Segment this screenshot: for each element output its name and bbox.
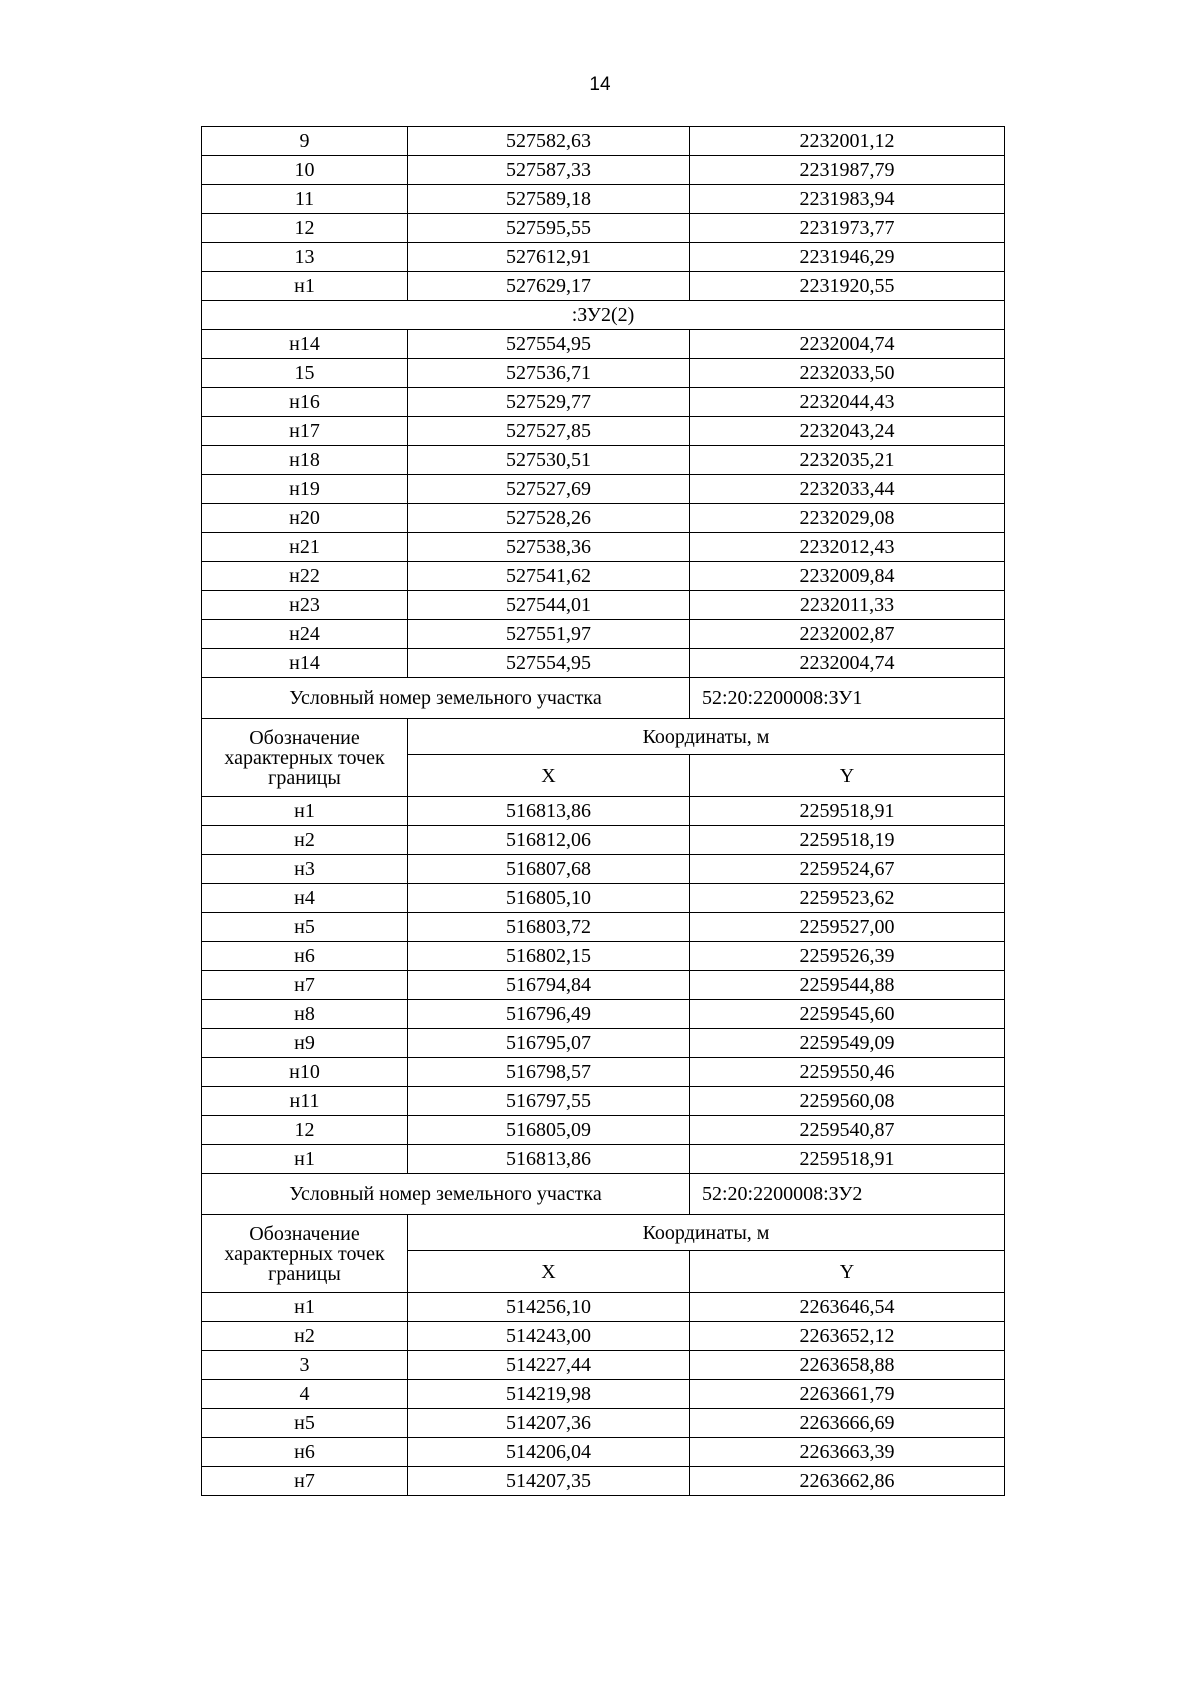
- x-coordinate-cell: 527527,85: [408, 417, 690, 446]
- point-cell: н11: [202, 1087, 408, 1116]
- point-cell: н8: [202, 1000, 408, 1029]
- page-number: 14: [589, 74, 611, 95]
- y-column-header: Y: [690, 1251, 1005, 1293]
- table-row: [202, 243, 1005, 272]
- point-cell: 12: [202, 214, 408, 243]
- y-coordinate-cell: 2232033,50: [690, 359, 1005, 388]
- point-cell: 10: [202, 156, 408, 185]
- x-coordinate-cell: 527541,62: [408, 562, 690, 591]
- point-cell: н14: [202, 649, 408, 678]
- x-coordinate-cell: 527529,77: [408, 388, 690, 417]
- table-row: [202, 1438, 1005, 1467]
- x-coordinate-cell: 527536,71: [408, 359, 690, 388]
- table-row: [202, 214, 1005, 243]
- x-coordinate-cell: 527554,95: [408, 330, 690, 359]
- x-coordinate-cell: 527551,97: [408, 620, 690, 649]
- table-row: [202, 1351, 1005, 1380]
- table-row: [202, 1380, 1005, 1409]
- table-row: [202, 1087, 1005, 1116]
- x-coordinate-cell: 516794,84: [408, 971, 690, 1000]
- table-row: [202, 475, 1005, 504]
- point-cell: н23: [202, 591, 408, 620]
- y-coordinate-cell: 2259524,67: [690, 855, 1005, 884]
- point-cell: н1: [202, 272, 408, 301]
- y-coordinate-cell: 2263652,12: [690, 1322, 1005, 1351]
- x-coordinate-cell: 527527,69: [408, 475, 690, 504]
- x-coordinate-cell: 527587,33: [408, 156, 690, 185]
- coordinates-header: Координаты, м: [408, 719, 1005, 755]
- point-cell: 13: [202, 243, 408, 272]
- y-coordinate-cell: 2259518,91: [690, 797, 1005, 826]
- y-coordinate-cell: 2231973,77: [690, 214, 1005, 243]
- table-row: [202, 359, 1005, 388]
- table-row: [202, 797, 1005, 826]
- table-row: [202, 1409, 1005, 1438]
- x-coordinate-cell: 527612,91: [408, 243, 690, 272]
- point-cell: 12: [202, 1116, 408, 1145]
- lot-number: 52:20:2200008:ЗУ2: [690, 1174, 1005, 1215]
- table-row: [202, 272, 1005, 301]
- y-coordinate-cell: 2232009,84: [690, 562, 1005, 591]
- y-coordinate-cell: 2232011,33: [690, 591, 1005, 620]
- point-cell: н7: [202, 1467, 408, 1496]
- table-row: [202, 591, 1005, 620]
- x-coordinate-cell: 527530,51: [408, 446, 690, 475]
- lot-number: 52:20:2200008:ЗУ1: [690, 678, 1005, 719]
- y-coordinate-cell: 2263661,79: [690, 1380, 1005, 1409]
- point-cell: н19: [202, 475, 408, 504]
- point-column-header: Обозначение характерных точек границы: [202, 719, 408, 797]
- point-cell: н1: [202, 1293, 408, 1322]
- table-row: [202, 1000, 1005, 1029]
- point-cell: н2: [202, 826, 408, 855]
- table-row: [202, 826, 1005, 855]
- x-coordinate-cell: 516797,55: [408, 1087, 690, 1116]
- y-coordinate-cell: 2259527,00: [690, 913, 1005, 942]
- table-row: [202, 649, 1005, 678]
- table-row: [202, 913, 1005, 942]
- y-coordinate-cell: 2232001,12: [690, 127, 1005, 156]
- x-coordinate-cell: 516812,06: [408, 826, 690, 855]
- table-row: [202, 620, 1005, 649]
- y-coordinate-cell: 2232033,44: [690, 475, 1005, 504]
- x-coordinate-cell: 514227,44: [408, 1351, 690, 1380]
- y-coordinate-cell: 2259560,08: [690, 1087, 1005, 1116]
- point-cell: н5: [202, 913, 408, 942]
- point-cell: 11: [202, 185, 408, 214]
- y-coordinate-cell: 2263646,54: [690, 1293, 1005, 1322]
- table-row: [202, 1058, 1005, 1087]
- point-cell: н1: [202, 1145, 408, 1174]
- point-cell: н10: [202, 1058, 408, 1087]
- y-coordinate-cell: 2232002,87: [690, 620, 1005, 649]
- point-cell: н6: [202, 1438, 408, 1467]
- x-coordinate-cell: 516805,09: [408, 1116, 690, 1145]
- table-row: [202, 156, 1005, 185]
- y-coordinate-cell: 2231946,29: [690, 243, 1005, 272]
- y-column-header: Y: [690, 755, 1005, 797]
- header-row: [202, 719, 1005, 755]
- y-coordinate-cell: 2259549,09: [690, 1029, 1005, 1058]
- y-coordinate-cell: 2263658,88: [690, 1351, 1005, 1380]
- point-cell: н1: [202, 797, 408, 826]
- lot-label-row: [202, 678, 1005, 719]
- table-row: [202, 504, 1005, 533]
- y-coordinate-cell: 2259550,46: [690, 1058, 1005, 1087]
- y-coordinate-cell: 2232044,43: [690, 388, 1005, 417]
- subsection-label: :ЗУ2(2): [202, 301, 1005, 330]
- table-row: [202, 1116, 1005, 1145]
- y-coordinate-cell: 2263663,39: [690, 1438, 1005, 1467]
- y-coordinate-cell: 2231920,55: [690, 272, 1005, 301]
- y-coordinate-cell: 2232012,43: [690, 533, 1005, 562]
- x-coordinate-cell: 514219,98: [408, 1380, 690, 1409]
- x-coordinate-cell: 527538,36: [408, 533, 690, 562]
- point-cell: н2: [202, 1322, 408, 1351]
- point-column-header: Обозначение характерных точек границы: [202, 1215, 408, 1293]
- x-column-header: X: [408, 755, 690, 797]
- subsection-row: [202, 301, 1005, 330]
- y-coordinate-cell: 2231983,94: [690, 185, 1005, 214]
- table-row: [202, 127, 1005, 156]
- table-row: [202, 1145, 1005, 1174]
- y-coordinate-cell: 2232035,21: [690, 446, 1005, 475]
- y-coordinate-cell: 2259545,60: [690, 1000, 1005, 1029]
- y-coordinate-cell: 2259523,62: [690, 884, 1005, 913]
- x-coordinate-cell: 514206,04: [408, 1438, 690, 1467]
- coordinates-header: Координаты, м: [408, 1215, 1005, 1251]
- lot-label-row: [202, 1174, 1005, 1215]
- x-coordinate-cell: 514207,35: [408, 1467, 690, 1496]
- table-row: [202, 971, 1005, 1000]
- x-coordinate-cell: 514243,00: [408, 1322, 690, 1351]
- x-coordinate-cell: 516807,68: [408, 855, 690, 884]
- table-row: [202, 855, 1005, 884]
- table-row: [202, 533, 1005, 562]
- point-cell: 15: [202, 359, 408, 388]
- x-coordinate-cell: 527595,55: [408, 214, 690, 243]
- table-row: [202, 1467, 1005, 1496]
- table-row: [202, 562, 1005, 591]
- y-coordinate-cell: 2232029,08: [690, 504, 1005, 533]
- x-coordinate-cell: 527554,95: [408, 649, 690, 678]
- point-cell: н21: [202, 533, 408, 562]
- point-cell: н6: [202, 942, 408, 971]
- x-column-header: X: [408, 1251, 690, 1293]
- x-coordinate-cell: 514207,36: [408, 1409, 690, 1438]
- header-row: [202, 1215, 1005, 1251]
- y-coordinate-cell: 2263662,86: [690, 1467, 1005, 1496]
- x-coordinate-cell: 516796,49: [408, 1000, 690, 1029]
- y-coordinate-cell: 2259518,19: [690, 826, 1005, 855]
- point-cell: н5: [202, 1409, 408, 1438]
- point-cell: н17: [202, 417, 408, 446]
- x-coordinate-cell: 516795,07: [408, 1029, 690, 1058]
- x-coordinate-cell: 527589,18: [408, 185, 690, 214]
- table-row: [202, 417, 1005, 446]
- point-cell: н7: [202, 971, 408, 1000]
- point-cell: н14: [202, 330, 408, 359]
- x-coordinate-cell: 516805,10: [408, 884, 690, 913]
- x-coordinate-cell: 527544,01: [408, 591, 690, 620]
- point-cell: 9: [202, 127, 408, 156]
- point-cell: н3: [202, 855, 408, 884]
- table-row: [202, 330, 1005, 359]
- point-cell: н18: [202, 446, 408, 475]
- table-row: [202, 884, 1005, 913]
- x-coordinate-cell: 516813,86: [408, 1145, 690, 1174]
- x-coordinate-cell: 527528,26: [408, 504, 690, 533]
- y-coordinate-cell: 2259518,91: [690, 1145, 1005, 1174]
- point-cell: 4: [202, 1380, 408, 1409]
- table-row: [202, 185, 1005, 214]
- coordinates-table: [201, 126, 1005, 1496]
- table-row: [202, 1293, 1005, 1322]
- point-cell: н9: [202, 1029, 408, 1058]
- coordinates-table-body: [202, 127, 1005, 1496]
- table-row: [202, 1029, 1005, 1058]
- y-coordinate-cell: 2232004,74: [690, 330, 1005, 359]
- table-row: [202, 1322, 1005, 1351]
- y-coordinate-cell: 2232043,24: [690, 417, 1005, 446]
- point-cell: н24: [202, 620, 408, 649]
- x-coordinate-cell: 516803,72: [408, 913, 690, 942]
- y-coordinate-cell: 2259526,39: [690, 942, 1005, 971]
- point-cell: н22: [202, 562, 408, 591]
- lot-label: Условный номер земельного участка: [202, 678, 690, 719]
- x-coordinate-cell: 527582,63: [408, 127, 690, 156]
- table-row: [202, 388, 1005, 417]
- point-cell: н4: [202, 884, 408, 913]
- lot-label: Условный номер земельного участка: [202, 1174, 690, 1215]
- y-coordinate-cell: 2232004,74: [690, 649, 1005, 678]
- x-coordinate-cell: 516802,15: [408, 942, 690, 971]
- y-coordinate-cell: 2259540,87: [690, 1116, 1005, 1145]
- y-coordinate-cell: 2231987,79: [690, 156, 1005, 185]
- point-cell: н16: [202, 388, 408, 417]
- y-coordinate-cell: 2263666,69: [690, 1409, 1005, 1438]
- x-coordinate-cell: 516813,86: [408, 797, 690, 826]
- y-coordinate-cell: 2259544,88: [690, 971, 1005, 1000]
- point-cell: н20: [202, 504, 408, 533]
- table-row: [202, 446, 1005, 475]
- x-coordinate-cell: 527629,17: [408, 272, 690, 301]
- table-row: [202, 942, 1005, 971]
- x-coordinate-cell: 516798,57: [408, 1058, 690, 1087]
- x-coordinate-cell: 514256,10: [408, 1293, 690, 1322]
- point-cell: 3: [202, 1351, 408, 1380]
